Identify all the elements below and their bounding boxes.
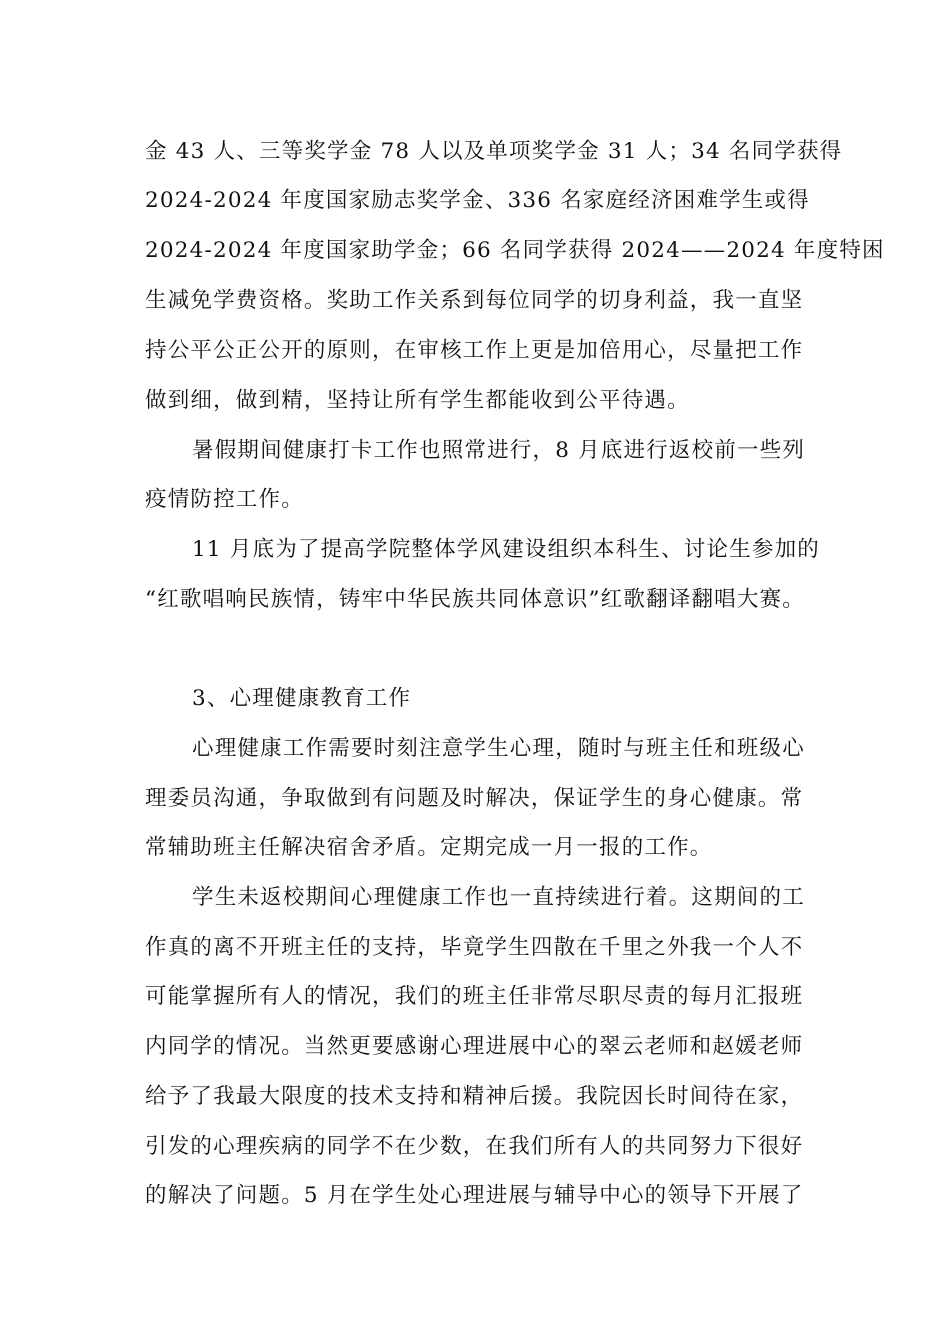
paragraph-1-line-2: 2024-2024 年度国家励志奖学金、336 名家庭经济困难学生或得: [145, 188, 810, 213]
paragraph-2-line-1: 暑假期间健康打卡工作也照常进行，8 月底进行返校前一些列: [192, 438, 806, 463]
paragraph-3-line-1: 11 月底为了提高学院整体学风建设组织本科生、讨论生参加的: [192, 537, 820, 562]
paragraph-5-line-1: 学生未返校期间心理健康工作也一直持续进行着。这期间的工: [192, 885, 805, 910]
paragraph-4-line-1: 心理健康工作需要时刻注意学生心理，随时与班主任和班级心: [192, 736, 805, 761]
paragraph-5-line-5: 给予了我最大限度的技术支持和精神后援。我院因长时间待在家，: [145, 1084, 804, 1109]
paragraph-5-line-3: 可能掌握所有人的情况，我们的班主任非常尽职尽责的每月汇报班: [145, 984, 804, 1009]
paragraph-5-line-4: 内同学的情况。当然更要感谢心理进展中心的翠云老师和赵媛老师: [145, 1034, 804, 1059]
paragraph-1-line-4: 生减免学费资格。奖助工作关系到每位同学的切身利益，我一直坚: [145, 288, 804, 313]
paragraph-5-line-2: 作真的离不开班主任的支持，毕竟学生四散在千里之外我一个人不: [145, 935, 804, 960]
paragraph-4-line-2: 理委员沟通，争取做到有问题及时解决，保证学生的身心健康。常: [145, 786, 804, 811]
paragraph-1-line-1: 金 43 人、三等奖学金 78 人以及单项奖学金 31 人；34 名同学获得: [145, 139, 843, 164]
paragraph-1-line-5: 持公平公正公开的原则，在审核工作上更是加倍用心，尽量把工作: [145, 338, 804, 363]
paragraph-5-line-6: 引发的心理疾病的同学不在少数，在我们所有人的共同努力下很好: [145, 1134, 804, 1159]
paragraph-1-line-6: 做到细，做到精，坚持让所有学生都能收到公平待遇。: [145, 388, 690, 413]
paragraph-3-line-2: “红歌唱响民族情，铸牢中华民族共同体意识”红歌翻译翻唱大赛。: [145, 587, 805, 612]
paragraph-2-line-2: 疫情防控工作。: [145, 487, 304, 512]
paragraph-5-line-7: 的解决了问题。5 月在学生处心理进展与辅导中心的领导下开展了: [145, 1183, 804, 1208]
paragraph-4-line-3: 常辅助班主任解决宿舍矛盾。定期完成一月一报的工作。: [145, 835, 713, 860]
section-heading: 3、心理健康教育工作: [192, 686, 412, 711]
paragraph-1-line-3: 2024-2024 年度国家助学金；66 名同学获得 2024——2024 年度特困: [145, 238, 885, 263]
